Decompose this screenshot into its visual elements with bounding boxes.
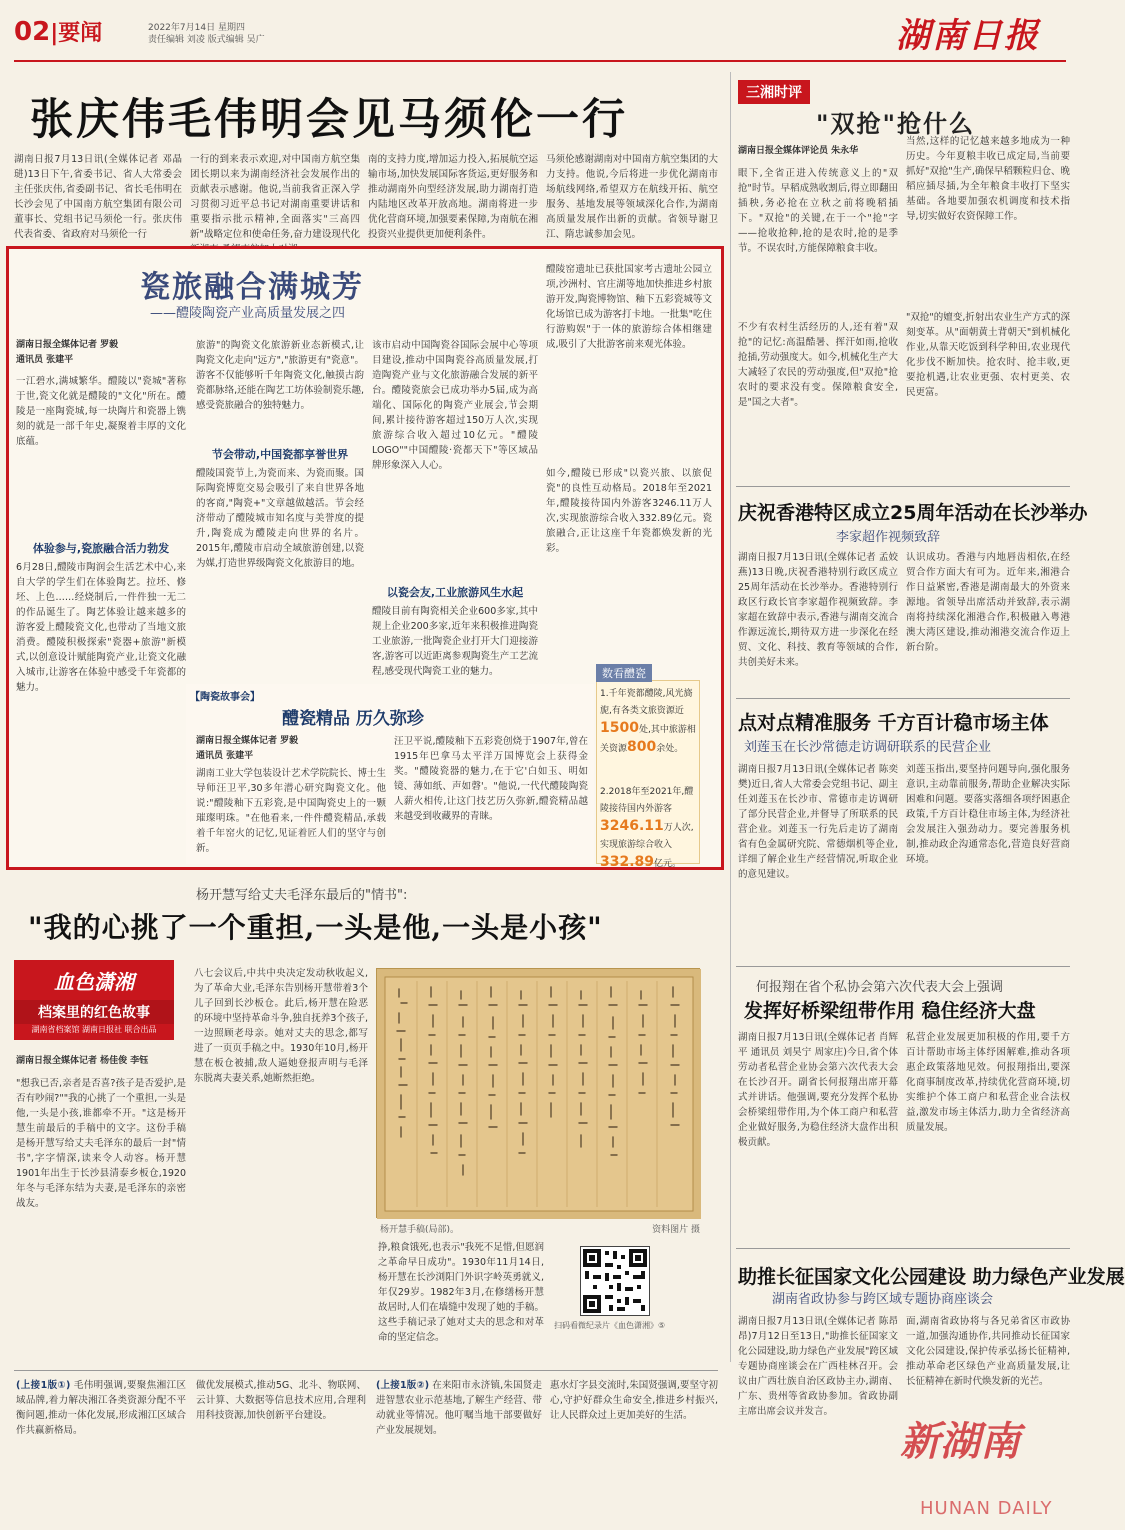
feature-section3-title: 以瓷会友,工业旅游风生水起 bbox=[386, 586, 524, 599]
divider bbox=[736, 486, 1070, 487]
story-text2: 汪卫平说,醴陵釉下五彩瓷创烧于1907年,曾在1915年巴拿马太平洋万国博览会上获得金奖。"醴陵瓷器的魅力,在于它'白如玉、明如镜、薄如纸、声如磬'。"他说,一代代醴陵陶瓷人薪火相传,让这门技艺历久弥新,醴瓷精品越来越受到收藏界的青睐。 bbox=[394, 736, 588, 822]
top-article-col1: 湖南日报7月13日讯(全媒体记者 邓晶琎)13日下午,省委书记、省人大常委会主任张庆伟,省委副书记、省长毛伟明在长沙会见了中国南方航空集团有限公司董事长、党组书记马须伦一行。张庆伟代表省委、省政府对马须伦一行 bbox=[14, 154, 182, 240]
feature-col2a: 旅游"的陶瓷文化旅游新业态新模式,让陶瓷文化走向"远方","旅游更有"瓷意"。游客不仅能够听千年陶瓷文化,触摸古韵瓷都脉络,还能在陶艺工坊体验制瓷乐趣,感受瓷旅融合的独特魅力。 bbox=[196, 340, 364, 411]
federation-col2: 私营企业发展更加积极的作用,要千方百计帮助市场主体纾困解难,推动各项惠企政策落地见效。何报翔指出,要深化商事制度改革,持续优化营商环境,切实维护个体工商户和私营企业合法权益,激发市场主体活力,助力全省经济高质量发展。 bbox=[906, 1032, 1070, 1133]
lower-col3: 挣,粮食饿死,也表示"我死不足惜,但愿润之革命早日成功"。1930年11月14日,杨开慧在长沙浏阳门外识字岭英勇就义,年仅29岁。1982年3月,在修缮杨开慧故居时,人们在墙缝中发现了她的手稿。这些手稿记录了她对丈夫的思念和对革命的坚定信念。 bbox=[378, 1242, 544, 1343]
date-line bbox=[148, 22, 265, 46]
continuation-tag-2[interactable]: (上接1版②) bbox=[376, 1380, 430, 1391]
hk-subhead: 李家超作视频致辞 bbox=[836, 530, 941, 545]
commentary-text2: 不少有农村生活经历的人,还有着"双抢"的记忆:高温酷暑、挥汗如雨,抢收抢插,劳动强度大。如今,机械化生产大大减轻了农民的劳动强度,但"双抢"抢农时的要求没有变。保障粮食安全,是"国之大者"。 bbox=[738, 322, 898, 408]
bottom-divider bbox=[14, 1370, 718, 1371]
feature-subtitle: ——醴陵陶瓷产业高质量发展之四 bbox=[150, 306, 346, 321]
commentary-title: "双抢"抢什么 bbox=[816, 110, 976, 138]
continuation-col2: 做优发展模式,推动5G、北斗、物联网、云计算、大数据等信息技术应用,合理利用科技资源,加快创新平台建设。 bbox=[196, 1380, 366, 1421]
enterprise-col2: 刘莲玉指出,要坚持问题导向,强化服务意识,主动靠前服务,帮助企业解决实际困难和问题。要落实落细各项纾困惠企政策,千方百计稳住市场主体,为经济社会发展注入强劲动力。要完善服务机制,推动政企沟通常态化,营造良好营商环境。 bbox=[906, 764, 1070, 865]
column-divider bbox=[730, 72, 731, 1362]
commentary-byline: 湖南日报全媒体评论员 朱永华 bbox=[738, 146, 859, 156]
lower-headline: "我的心挑了一个重担,一头是他,一头是小孩" bbox=[28, 911, 603, 944]
top-article-col4: 马须伦感谢湖南对中国南方航空集团的大力支持。他说,今后将进一步优化湖南市场航线网络,希望双方在航线开拓、航空服务、基地发展等领域深化合作,为湖南高质量发展作出新的贡献。省领导谢卫江、隋忠诚参加会见。 bbox=[546, 154, 718, 240]
park-subhead: 湖南省政协参与跨区域专题协商座谈会 bbox=[772, 1292, 994, 1307]
photo-caption: 杨开慧手稿(局部)。 资料图片 摄 bbox=[380, 1222, 700, 1235]
feature-col4b: 如今,醴陵已形成"以瓷兴旅、以旅促瓷"的良性互动格局。2018年至2021年,醴陵接待国内外游客3246.11万人次,实现旅游综合收入332.89亿元。瓷旅融合,正让这座千年瓷都焕发新的光彩。 bbox=[546, 468, 712, 554]
data-number-1500: 1500 bbox=[600, 720, 639, 736]
federation-kicker: 何报翔在省个私协会第六次代表大会上强调 bbox=[756, 980, 1004, 995]
park-headline: 助推长征国家文化公园建设 助力绿色产业发展 bbox=[738, 1266, 1125, 1288]
section-label: | bbox=[50, 21, 59, 46]
column-brand-name: 血色潇湘 bbox=[54, 970, 134, 994]
feature-title: 瓷旅融合满城芳 bbox=[140, 270, 364, 305]
page-number: 02|要闻 bbox=[14, 17, 103, 47]
letter-illustration bbox=[377, 969, 701, 1219]
feature-col2b: 醴陵国瓷节上,为瓷而来、为瓷而聚。国际陶瓷博览交易会吸引了来自世界各地的客商,"陶瓷+"文章越做越活。节会经济带动了醴陵城市知名度与美誉度的提升,陶瓷成为醴陵走向世界的名片。2015年,醴陵市启动全域旅游创建,以瓷为媒,打造世界级陶瓷文化旅游目的地。 bbox=[196, 468, 364, 569]
federation-headline: 发挥好桥梁纽带作用 稳住经济大盘 bbox=[744, 1000, 1036, 1022]
continuation-col1: (上接1版①) 毛伟明强调,要聚焦湘江区域品牌,着力解决湘江各类资源分配不平衡问题,推动一体化发展,形成湘江区域合作共赢新格局。 bbox=[16, 1380, 186, 1436]
editors-line: 责任编辑 刘凌 版式编辑 吴广 bbox=[148, 35, 265, 45]
handwritten-letter-image bbox=[376, 968, 700, 1218]
watermark-english: HUNAN DAILY bbox=[920, 1498, 1053, 1519]
qr-caption: 扫码看微纪录片《血色潇湘》⑤ bbox=[554, 1321, 666, 1330]
continuation-col4: 惠水灯字县交流时,朱国贤强调,要坚守初心,守护好群众生命安全,推进乡村振兴,让人民群众过上更加美好的生活。 bbox=[550, 1380, 718, 1421]
commentary-text1: 眼下,全省正进入传统意义上的"双抢"时节。早稻成熟收割后,得立即翻田插秧,务必抢在立秋之前将晚稻插下。"双抢"的关键,在于一个"抢"字——抢收抢种,抢的是农时,抢的是季节。不误农时,方能保障粮食丰收。 bbox=[738, 168, 898, 254]
top-article-col3: 南的支持力度,增加运力投入,拓展航空运输市场,加快发展国际客货运,更好服务和推动湖南外向型经济发展,助力湖南打造内陆地区改革开放高地。湖南将进一步优化营商环境,加强要素保障,为南航在湘投资兴业提供更加便利条件。 bbox=[368, 154, 538, 240]
lower-byline: 湖南日报全媒体记者 杨佳俊 李钰 bbox=[16, 1056, 149, 1066]
feature-section1-title: 体验参与,瓷旅融合活力勃发 bbox=[32, 542, 170, 555]
column-brand-orgs: 湖南省档案馆 湖南日报社 联合出品 bbox=[31, 1025, 157, 1034]
story-tag: 【陶瓷故事会】 bbox=[190, 692, 260, 703]
photo-credit: 资料图片 摄 bbox=[652, 1225, 700, 1235]
data-item-1: 1.千年瓷都醴陵,风光旖旎,有各类文旅资源近1500处,其中旅游相关资源800余处。 bbox=[600, 689, 696, 755]
park-col1: 湖南日报7月13日讯(全媒体记者 陈昂昂)7月12日至13日,"助推长征国家文化公园建设,助力绿色产业发展"跨区域专题协商座谈会在广西桂林召开。会议由广西壮族自治区政协主办,湖南、广东、贵州等省政协参加。省政协副主席出席会议并发言。 bbox=[738, 1316, 898, 1417]
park-col2: 面,湖南省政协将与各兄弟省区市政协一道,加强沟通协作,共同推动长征国家文化公园建设,保护传承弘扬长征精神,推动革命老区绿色产业高质量发展,让长征精神在新时代焕发新的光芒。 bbox=[906, 1316, 1070, 1387]
commentary-tag: 三湘时评 bbox=[738, 80, 810, 104]
top-headline: 张庆伟毛伟明会见马须伦一行 bbox=[30, 95, 628, 145]
federation-col1: 湖南日报7月13日讯(全媒体记者 肖辉平 通讯员 刘昊宁 周家庄)今日,省个体劳动者私营企业协会第六次代表大会在长沙召开。副省长何报翔出席开幕式并讲话。他强调,要充分发挥个私协会桥梁纽带作用,为个体工商户和私营企业做好服务,为稳住经济大盘作出积极贡献。 bbox=[738, 1032, 898, 1148]
enterprise-col1: 湖南日报7月13日讯(全媒体记者 陈奕樊)近日,省人大常委会党组书记、副主任刘莲玉在长沙市、常德市走访调研了部分民营企业,并督导了所联系的民营企业。刘莲玉一行先后走访了湖南省有色金属研究院、常德烟机等企业,详细了解企业生产经营情况,听取企业的意见建议。 bbox=[738, 764, 898, 880]
hk-col1: 湖南日报7月13日讯(全媒体记者 孟姣燕)13日晚,庆祝香港特别行政区成立25周年活动在长沙举办。香港特别行政区行政长官李家超作视频致辞。李家超在致辞中表示,香港与湖南交流合作源远流长,期待双方进一步深化在经贸、文化、科技、教育等领域的合作,共创美好未来。 bbox=[738, 552, 898, 668]
feature-col3a: 该市启动中国陶瓷谷国际会展中心等项目建设,推动中国陶瓷谷高质量发展,打造陶瓷产业与文化旅游融合发展的新平台。醴陵瓷旅会已成功举办5届,成为高端化、国际化的陶瓷产业展会,节会期间,累计接待游客超过150万人次,实现旅游综合收入超过10亿元。"醴陵LOGO""中国醴陵·瓷都天下"等区域品牌形象深入人心。 bbox=[372, 340, 538, 471]
divider bbox=[736, 1248, 1070, 1249]
paper-logo: 湖南日报 bbox=[896, 16, 1040, 56]
commentary-text4: "双抢"的嬗变,折射出农业生产方式的深刻变革。从"面朝黄土背朝天"到机械化作业,从靠天吃饭到科学种田,农业现代化步伐不断加快。抢农时、抢丰收,更要抢机遇,让农业更强、农村更美、农民更富。 bbox=[906, 312, 1070, 398]
lower-col2: 八七会议后,中共中央决定发动秋收起义,为了革命大业,毛泽东告别杨开慧带着3个儿子回到长沙板仓。此后,杨开慧在险恶的环境中坚持革命斗争,独自抚养3个孩子,一边照顾老母亲。她对丈夫的思念,都写进了一页页手稿之中。1930年10月,杨开慧在板仓被捕,敌人逼她登报声明与毛泽东脱离夫妻关系,她断然拒绝。 bbox=[194, 968, 368, 1084]
qr-code[interactable] bbox=[580, 1246, 650, 1316]
hk-col2: 认识成功。香港与内地唇齿相依,在经贸合作方面大有可为。近年来,湘港合作日益紧密,香港是湖南最大的外资来源地。省领导出席活动并致辞,表示湖南将持续深化湘港合作,积极融入粤港澳大湾区建设,推动湘港交流合作迈上新台阶。 bbox=[906, 552, 1070, 653]
qr-code-icon bbox=[581, 1247, 649, 1315]
lower-kicker: 杨开慧写给丈夫毛泽东最后的"情书": bbox=[196, 888, 408, 903]
story-text1: 湖南工业大学包装设计艺术学院院长、博士生导师汪卫平,30多年潜心研究陶瓷文化。他说:"醴陵釉下五彩瓷,是中国陶瓷史上的一颗璀璨明珠。"在他看来,一件件醴瓷精品,承载着千年窑火的记忆,见证着匠人们的坚守与创新。 bbox=[196, 768, 387, 854]
data-item-2: 2.2018年至2021年,醴陵接待国内外游客3246.11万人次,实现旅游综合收入332.89亿元。 bbox=[600, 787, 694, 870]
column-brand-subtitle: 档案里的红色故事 bbox=[14, 1000, 174, 1024]
hk-headline: 庆祝香港特区成立25周年活动在长沙举办 bbox=[738, 502, 1088, 524]
header-rule bbox=[14, 60, 1066, 62]
data-box-tag: 数看醴瓷 bbox=[596, 664, 652, 682]
feature-lead: 一江碧水,满城繁华。醴陵以"瓷城"著称于世,瓷文化就是醴陵的"文化"所在。醴陵是一座陶瓷城,每一块陶片和瓷器上镌刻的就是一部千年史,凝聚着丰厚的文化底蕴。 bbox=[16, 376, 186, 447]
continuation-col3: (上接1版②) 在来阳市永济镇,朱国贤走进智慧农业示范基地,了解生产经营、带动就业等情况。他叮嘱当地干部要做好产业发展规划。 bbox=[376, 1380, 542, 1436]
divider bbox=[736, 698, 1070, 699]
enterprise-subhead: 刘莲玉在长沙常德走访调研联系的民营企业 bbox=[744, 740, 992, 755]
story-title: 醴瓷精品 历久弥珍 bbox=[282, 709, 424, 729]
enterprise-headline: 点对点精准服务 千方百计稳市场主体 bbox=[738, 712, 1049, 734]
top-article-col2: 一行的到来表示欢迎,对中国南方航空集团长期以来为湖南经济社会发展作出的贡献表示感谢。他说,当前我省正深入学习贯彻习近平总书记对湖南重要讲话和重要指示批示精神,全面落实"三高四新"战略定位和使命任务,奋力建设现代化 bbox=[190, 154, 360, 240]
story-byline: 湖南日报全媒体记者 罗毅 通讯员 张建平 bbox=[196, 736, 299, 761]
feature-col4a: 醴陵窑遗址已获批国家考古遗址公园立项,沙洲村、官庄湖等地加快推进乡村旅游开发,陶瓷博物馆、釉下五彩瓷城等文化场馆已成为游客打卡地。一批集"吃住行游购娱"于一体的旅游综合体相继建成,吸引了大批游客前来观光体验。 bbox=[546, 264, 712, 350]
watermark-logo: 新湖南 bbox=[900, 1418, 1020, 1465]
feature-section2-title: 节会带动,中国瓷都享誉世界 bbox=[211, 448, 349, 461]
data-number-tourists: 3246.11 bbox=[600, 818, 664, 834]
feature-section1-text: 6月28日,醴陵市陶润会生活艺术中心,来自大学的学生们在体验陶艺。拉坯、修坯、上色……经烧制后,一件件独一无二的作品诞生了。陶艺体验让越来越多的游客爱上醴陵瓷文化,也带动了当地文旅消费。醴陵积极探索"瓷器+旅游"新模式,以创意设计赋能陶瓷产业,让瓷文化融入城市,让游客在体验中感受千年瓷都的魅力。 bbox=[16, 562, 186, 693]
data-number-revenue: 332.89 bbox=[600, 854, 655, 870]
feature-byline: 湖南日报全媒体记者 罗毅 通讯员 张建平 bbox=[16, 340, 119, 365]
commentary-text3: 当然,这样的记忆越来越多地成为一种历史。今年夏粮丰收已成定局,当前要抓好"双抢"生产,确保早稻颗粒归仓、晚稻应插尽插,为全年粮食丰收打下坚实基础。各地要加强农机调度和技术指导,切实做好农资保障工作。 bbox=[906, 136, 1070, 222]
feature-col3b: 醴陵目前有陶瓷相关企业600多家,其中规上企业200多家,近年来积极推进陶瓷工业旅游,一批陶瓷企业打开大门迎接游客,游客可以近距离参观陶瓷生产工艺流程,感受现代陶瓷工业的魅力。 bbox=[372, 606, 538, 677]
lower-col1: "想我已否,亲者是否喜?孩子是否爱护,是否有吵闹?""我的心挑了一个重担,一头是他,一头是小孩,谁都牵不开。"这是杨开慧生前最后的手稿中的文字。这份手稿是杨开慧写给丈夫毛泽东的最后一封"情书",字字情深,读来令人动容。杨开慧1901年出生于长沙县清泰乡板仓,1920年冬与毛泽东结为夫妻,是毛泽东的亲密战友。 bbox=[16, 1078, 186, 1209]
data-number-800: 800 bbox=[627, 739, 657, 755]
issue-date: 2022年7月14日 星期四 bbox=[148, 23, 245, 33]
divider bbox=[736, 966, 1070, 967]
continuation-tag-1[interactable]: (上接1版①) bbox=[16, 1380, 71, 1391]
